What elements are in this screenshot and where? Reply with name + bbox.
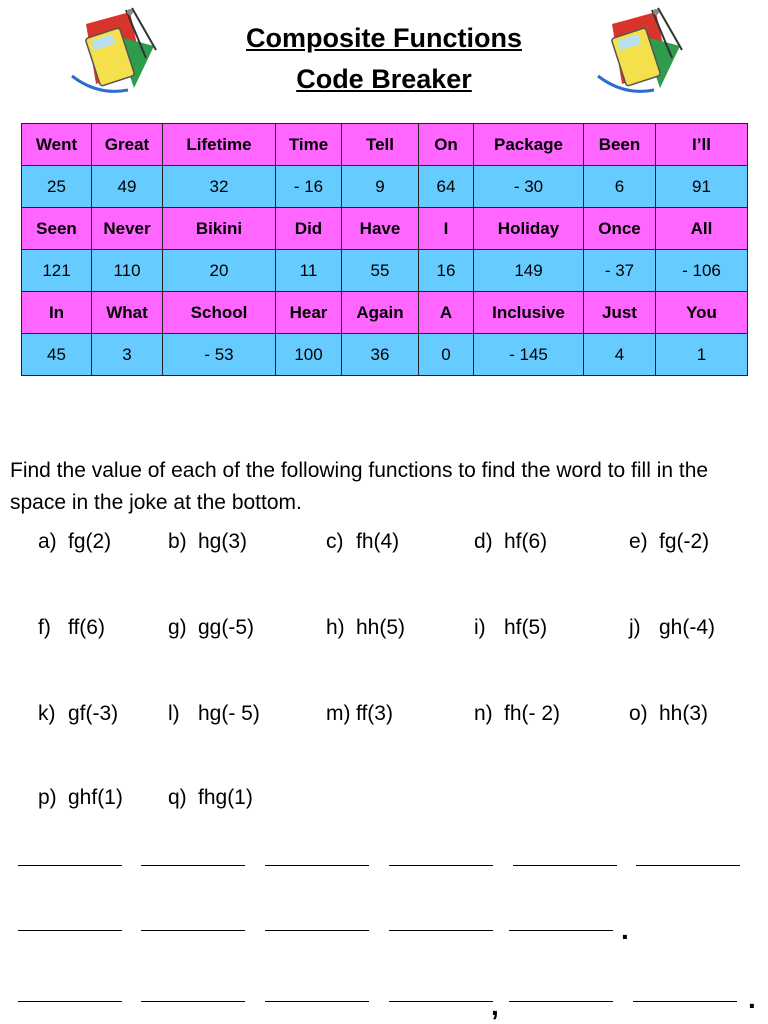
code-word-cell: Did [276,208,342,250]
question-item [168,702,260,726]
calculator-clipart-right [594,6,690,96]
question-item [474,530,547,554]
question-label: h) [326,616,345,639]
answer-blank[interactable] [265,930,369,931]
question-label: l) [168,702,180,725]
code-value-cell: - 30 [474,166,584,208]
code-word-cell: What [92,292,163,334]
code-value-cell: 36 [342,334,419,376]
question-item [629,616,715,640]
code-word-cell: Just [584,292,656,334]
code-value-cell: 16 [419,250,474,292]
code-value-cell: 25 [22,166,92,208]
question-expression: hh(5) [356,616,406,639]
code-word-cell: Went [22,124,92,166]
question-expression: ff(3) [356,702,393,725]
question-item [326,702,393,726]
code-value-cell: 100 [276,334,342,376]
question-label: c) [326,530,344,553]
question-expression: hh(3) [659,702,709,725]
answer-blank[interactable] [18,1001,122,1002]
code-value-cell: 32 [163,166,276,208]
question-item [38,530,111,554]
answer-blank[interactable] [509,930,613,931]
code-breaker-table [21,123,748,376]
code-word-cell: Again [342,292,419,334]
question-item [326,616,405,640]
question-expression: hg(3) [198,530,248,553]
code-word-cell: On [419,124,474,166]
answer-blank[interactable] [265,1001,369,1002]
code-word-cell: Have [342,208,419,250]
code-word-cell: I’ll [656,124,748,166]
answer-blank[interactable] [18,865,122,866]
code-value-cell: 1 [656,334,748,376]
code-value-cell: 11 [276,250,342,292]
question-expression: hg(- 5) [198,702,260,725]
code-word-cell: Great [92,124,163,166]
code-value-cell: 20 [163,250,276,292]
code-value-cell: 121 [22,250,92,292]
code-word-cell: I [419,208,474,250]
code-value-cell: 3 [92,334,163,376]
question-label: e) [629,530,648,553]
calculator-clipart-left [68,6,164,96]
code-word-cell: Been [584,124,656,166]
question-expression: gf(-3) [68,702,119,725]
code-word-cell: Package [474,124,584,166]
line-3-period: . [748,983,756,1014]
code-word-cell: Tell [342,124,419,166]
answer-blank[interactable] [509,1001,613,1002]
question-label: j) [629,616,641,639]
code-word-cell: You [656,292,748,334]
code-value-cell: - 106 [656,250,748,292]
code-word-cell: In [22,292,92,334]
code-word-cell: Hear [276,292,342,334]
question-expression: fg(2) [68,530,112,553]
question-label: q) [168,786,187,809]
question-item [38,702,118,726]
answer-blank[interactable] [636,865,740,866]
question-item [474,702,560,726]
question-label: o) [629,702,648,725]
question-item [168,616,254,640]
code-value-cell: - 145 [474,334,584,376]
answer-blank[interactable] [389,930,493,931]
question-label: a) [38,530,57,553]
code-word-cell: Bikini [163,208,276,250]
question-expression: fg(-2) [659,530,710,553]
answer-blank[interactable] [389,865,493,866]
code-value-cell: 110 [92,250,163,292]
answer-blank[interactable] [513,865,617,866]
code-value-cell: - 37 [584,250,656,292]
question-expression: fhg(1) [198,786,253,809]
question-label: m) [326,702,351,725]
code-value-cell: - 53 [163,334,276,376]
question-item [326,530,399,554]
word-row [22,208,748,250]
code-value-cell: 9 [342,166,419,208]
word-row [22,124,748,166]
code-word-cell: Once [584,208,656,250]
code-word-cell: Time [276,124,342,166]
value-row [22,334,748,376]
code-word-cell: School [163,292,276,334]
question-expression: gg(-5) [198,616,255,639]
question-label: p) [38,786,57,809]
question-expression: gh(-4) [659,616,716,639]
code-value-cell: 0 [419,334,474,376]
code-value-cell: 6 [584,166,656,208]
code-value-cell: 4 [584,334,656,376]
word-row [22,292,748,334]
title-line-2: Code Breaker [296,64,472,94]
code-word-cell: Inclusive [474,292,584,334]
answer-blank[interactable] [265,865,369,866]
code-value-cell: 49 [92,166,163,208]
question-expression: ff(6) [68,616,105,639]
question-label: n) [474,702,493,725]
question-label: b) [168,530,187,553]
question-item [629,702,708,726]
question-expression: fh(4) [356,530,400,553]
answer-blank[interactable] [18,930,122,931]
instructions: Find the value of each of the following functions to find the word to fill in the space in the joke at the bottom. [10,459,709,514]
line-2-period: . [621,914,629,945]
question-item [474,616,547,640]
value-row [22,250,748,292]
question-label: d) [474,530,493,553]
code-word-cell: Seen [22,208,92,250]
code-value-cell: 91 [656,166,748,208]
code-word-cell: Holiday [474,208,584,250]
question-item [168,530,247,554]
answer-blank[interactable] [141,930,245,931]
answer-blank[interactable] [389,1001,493,1002]
line-3-comma: , [491,990,499,1021]
code-word-cell: All [656,208,748,250]
question-expression: hf(5) [504,616,548,639]
code-value-cell: 64 [419,166,474,208]
value-row [22,166,748,208]
question-item [168,786,253,810]
question-expression: fh(- 2) [504,702,561,725]
code-value-cell: 149 [474,250,584,292]
question-item [38,786,123,810]
question-expression: hf(6) [504,530,548,553]
answer-blank[interactable] [141,865,245,866]
question-label: g) [168,616,187,639]
title-line-1: Composite Functions [246,23,522,53]
code-value-cell: 55 [342,250,419,292]
code-word-cell: Never [92,208,163,250]
question-item [38,616,105,640]
question-item [629,530,709,554]
question-label: i) [474,616,486,639]
code-value-cell: 45 [22,334,92,376]
answer-blank[interactable] [633,1001,737,1002]
code-value-cell: - 16 [276,166,342,208]
question-expression: ghf(1) [68,786,123,809]
question-label: f) [38,616,51,639]
answer-blank[interactable] [141,1001,245,1002]
code-word-cell: Lifetime [163,124,276,166]
code-word-cell: A [419,292,474,334]
question-label: k) [38,702,56,725]
